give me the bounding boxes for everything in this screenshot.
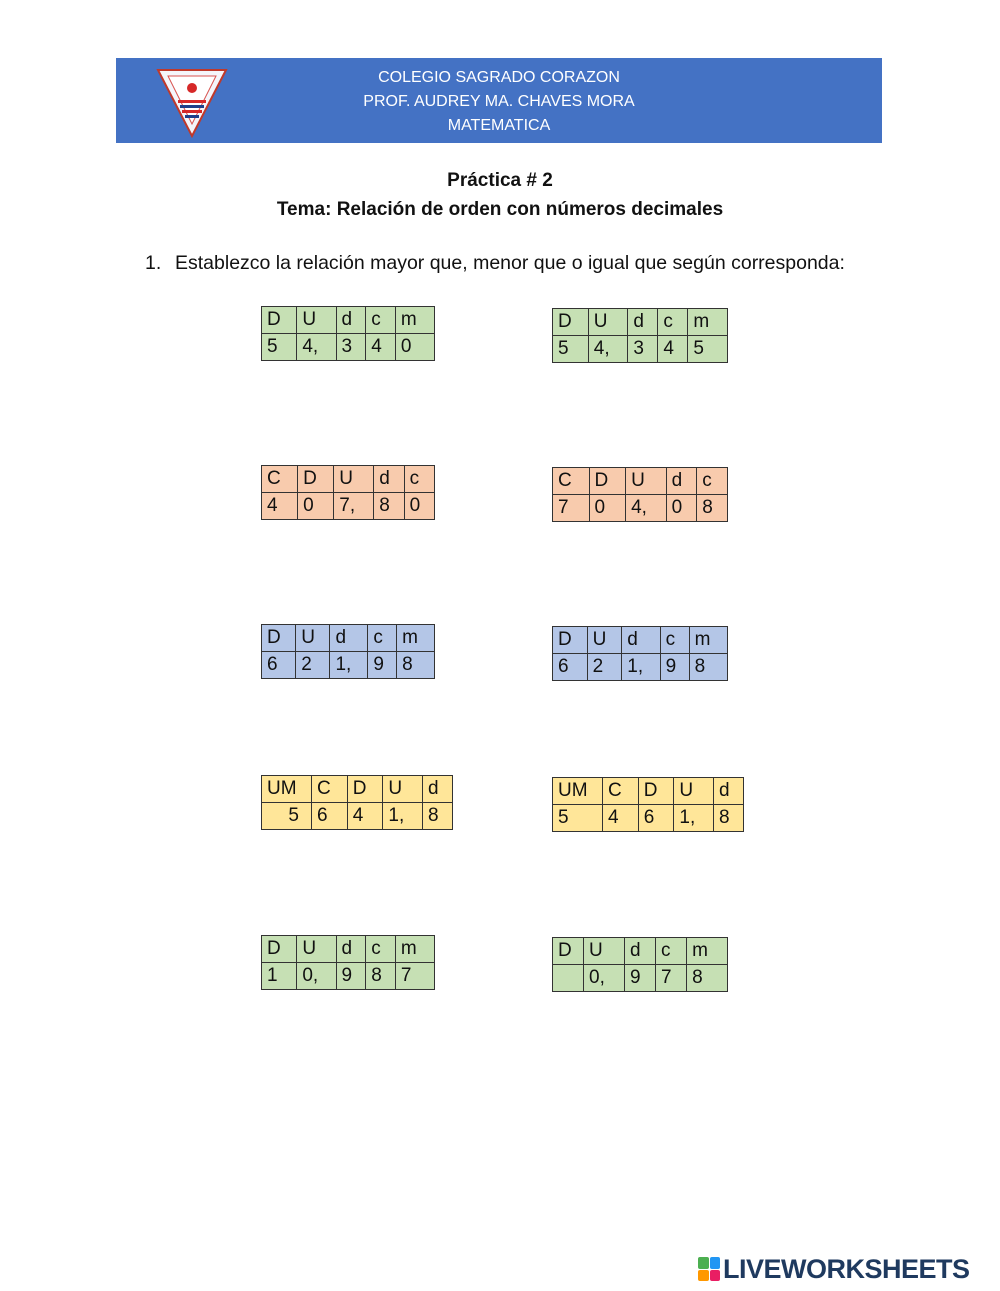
value-cell: 9	[368, 652, 397, 679]
header-cell: c	[697, 468, 728, 495]
header-cell: m	[395, 307, 434, 334]
value-cell: 7	[656, 965, 687, 992]
place-value-table-2b	[552, 467, 728, 522]
header-cell: U	[588, 309, 628, 336]
value-cell: 1,	[383, 803, 423, 830]
value-cell: 8	[687, 965, 728, 992]
value-cell: 7	[553, 495, 590, 522]
value-cell: 6	[262, 652, 296, 679]
header-cell: d	[374, 466, 404, 493]
header-cell: c	[660, 627, 689, 654]
liveworksheets-watermark	[698, 1254, 970, 1284]
place-value-table-3a	[261, 624, 435, 679]
value-cell: 5	[262, 803, 312, 830]
place-value-table-5b	[552, 937, 728, 992]
value-cell: 1,	[674, 805, 714, 832]
header-cell: d	[336, 936, 366, 963]
header-cell: D	[553, 309, 589, 336]
header-cell: D	[298, 466, 334, 493]
place-value-table-1a	[261, 306, 435, 361]
header-cell: m	[687, 938, 728, 965]
header-cell: c	[656, 938, 687, 965]
value-row	[262, 963, 435, 990]
header-cell: d	[336, 307, 366, 334]
value-cell: 4,	[297, 334, 336, 361]
badge-square	[710, 1270, 721, 1282]
header-cell: D	[589, 468, 626, 495]
header-cell: c	[366, 307, 396, 334]
header-row	[553, 627, 728, 654]
header-cell: m	[395, 936, 434, 963]
value-cell: 8	[366, 963, 396, 990]
value-cell: 0,	[297, 963, 336, 990]
value-cell: 0	[666, 495, 697, 522]
header-cell: U	[297, 307, 336, 334]
liveworksheets-brand-text: LIVEWORKSHEETS	[723, 1253, 970, 1284]
header-cell: m	[397, 625, 435, 652]
value-cell: 9	[336, 963, 366, 990]
header-cell: d	[713, 778, 743, 805]
value-row	[262, 803, 453, 830]
value-cell: 2	[296, 652, 330, 679]
value-cell: 1,	[330, 652, 368, 679]
header-cell: U	[674, 778, 714, 805]
place-value-table-2a	[261, 465, 435, 520]
header-cell: d	[624, 938, 655, 965]
value-cell: 4	[603, 805, 639, 832]
header-cell: UM	[262, 776, 312, 803]
header-cell: C	[312, 776, 348, 803]
place-value-table-3b	[552, 626, 728, 681]
value-cell: 7,	[334, 493, 374, 520]
value-cell: 9	[624, 965, 655, 992]
header-cell: D	[262, 936, 297, 963]
header-cell: c	[404, 466, 434, 493]
instruction-1	[145, 252, 845, 275]
value-cell: 4,	[588, 336, 628, 363]
value-row	[553, 965, 728, 992]
liveworksheets-logo-icon	[698, 1257, 720, 1281]
value-cell: 1,	[622, 654, 660, 681]
value-cell: 0	[589, 495, 626, 522]
value-cell: 8	[374, 493, 404, 520]
header-cell: d	[622, 627, 660, 654]
value-row	[262, 652, 435, 679]
value-cell: 6	[638, 805, 674, 832]
badge-square	[698, 1270, 709, 1282]
header-cell: C	[262, 466, 298, 493]
header-cell: c	[368, 625, 397, 652]
school-name: COLEGIO SAGRADO CORAZON	[378, 69, 620, 86]
header-cell: d	[666, 468, 697, 495]
header-cell: m	[689, 627, 727, 654]
value-row	[553, 495, 728, 522]
value-cell: 8	[697, 495, 728, 522]
header-row	[262, 936, 435, 963]
header-cell: c	[366, 936, 396, 963]
badge-square	[710, 1257, 721, 1269]
value-row	[262, 334, 435, 361]
value-cell: 5	[553, 805, 603, 832]
header-cell: C	[603, 778, 639, 805]
header-cell: D	[262, 307, 297, 334]
value-cell: 5	[688, 336, 728, 363]
value-row	[262, 493, 435, 520]
header-cell: d	[628, 309, 658, 336]
header-cell: UM	[553, 778, 603, 805]
header-row	[553, 938, 728, 965]
header-cell: D	[262, 625, 296, 652]
value-cell: 8	[713, 805, 743, 832]
header-cell: m	[688, 309, 728, 336]
header-cell: C	[553, 468, 590, 495]
school-header-banner	[116, 58, 882, 143]
header-cell: U	[297, 936, 336, 963]
value-cell: 3	[628, 336, 658, 363]
header-row	[262, 776, 453, 803]
place-value-table-1b	[552, 308, 728, 363]
subject-name: MATEMATICA	[447, 117, 551, 134]
value-row	[553, 805, 744, 832]
header-cell: U	[296, 625, 330, 652]
header-cell: U	[334, 466, 374, 493]
value-cell: 3	[336, 334, 366, 361]
practice-title: Práctica # 2	[447, 170, 553, 191]
value-cell: 8	[397, 652, 435, 679]
header-cell: d	[330, 625, 368, 652]
place-value-table-5a	[261, 935, 435, 990]
badge-square	[698, 1257, 709, 1269]
value-cell: 7	[395, 963, 434, 990]
header-row	[262, 625, 435, 652]
header-cell: U	[584, 938, 625, 965]
value-cell: 4,	[626, 495, 666, 522]
header-row	[553, 778, 744, 805]
place-value-table-4a	[261, 775, 453, 830]
value-cell	[553, 965, 584, 992]
header-cell: U	[587, 627, 622, 654]
header-row	[262, 307, 435, 334]
header-cell: D	[553, 938, 584, 965]
header-cell: c	[658, 309, 688, 336]
value-cell: 5	[262, 334, 297, 361]
value-cell: 9	[660, 654, 689, 681]
instruction-number: 1.	[145, 252, 162, 274]
header-cell: d	[422, 776, 452, 803]
header-cell: D	[347, 776, 383, 803]
header-cell: U	[383, 776, 423, 803]
value-cell: 6	[553, 654, 588, 681]
value-cell: 0	[298, 493, 334, 520]
instruction-text: Establezco la relación mayor que, menor que o igual que según corresponda:	[175, 252, 845, 274]
value-row	[553, 654, 728, 681]
value-cell: 0	[395, 334, 434, 361]
header-cell: U	[626, 468, 666, 495]
value-cell: 2	[587, 654, 622, 681]
value-cell: 4	[366, 334, 396, 361]
value-cell: 4	[658, 336, 688, 363]
topic-title: Tema: Relación de orden con números decimales	[276, 199, 724, 220]
value-cell: 8	[422, 803, 452, 830]
value-cell: 5	[553, 336, 589, 363]
value-row	[553, 336, 728, 363]
value-cell: 0	[404, 493, 434, 520]
value-cell: 4	[347, 803, 383, 830]
value-cell: 6	[312, 803, 348, 830]
teacher-name: PROF. AUDREY MA. CHAVES MORA	[363, 93, 635, 110]
header-cell: D	[553, 627, 588, 654]
header-row	[553, 468, 728, 495]
header-row	[262, 466, 435, 493]
value-cell: 8	[689, 654, 727, 681]
value-cell: 0,	[584, 965, 625, 992]
place-value-table-4b	[552, 777, 744, 832]
value-cell: 4	[262, 493, 298, 520]
header-row	[553, 309, 728, 336]
header-cell: D	[638, 778, 674, 805]
value-cell: 1	[262, 963, 297, 990]
